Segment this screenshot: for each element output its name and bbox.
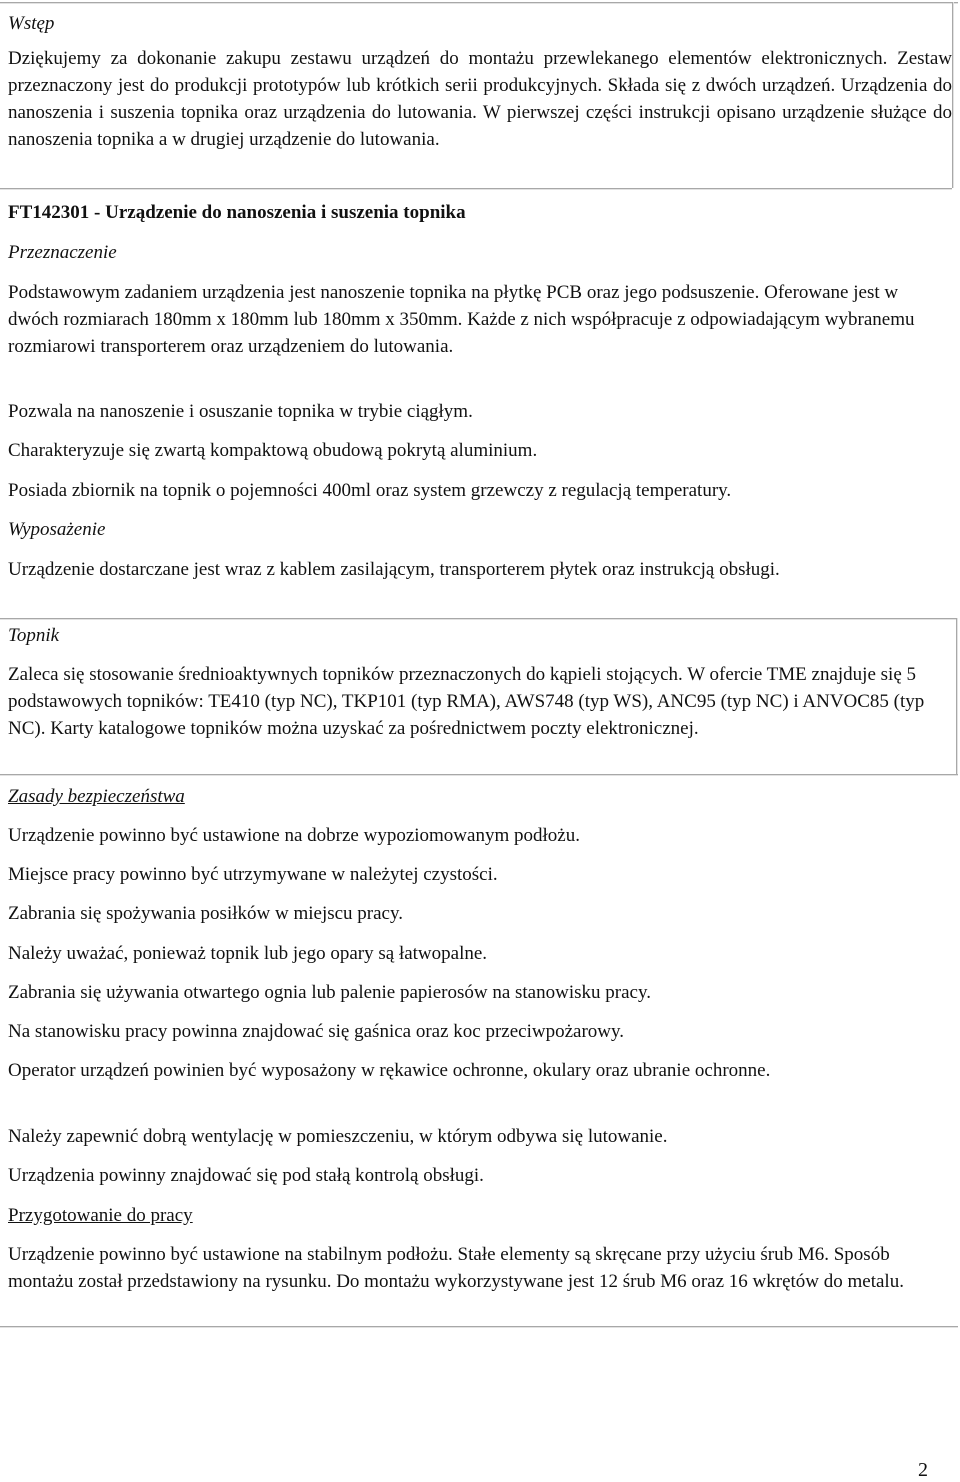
safety-heading: Zasady bezpieczeństwa (8, 786, 185, 807)
safety-item: Zabrania się używania otwartego ognia lub palenie papierosów na stanowisku pracy. (8, 982, 651, 1003)
intro-heading: Wstęp (8, 13, 55, 34)
safety-item: Operator urządzeń powinien być wyposażony w rękawice ochronne, okulary oraz ubranie ochronne. (8, 1060, 771, 1081)
intro-paragraph: Dziękujemy za dokonanie zakupu zestawu urządzeń do montażu przewlekanego elementów elektronicznych. Zestaw przeznaczony jest do produkcji prototypów lub krótkich serii produkcyjnych. Składa się z dwóch urządzeń. Urządzenia do nanoszenia i suszenia topnika oraz urządzenia do lutowania. W pierwszej części instrukcji opisano urządzenie służące do nanoszenia topnika a w drugiej urządzenie do lutowania. (8, 48, 952, 150)
flux-bottom-rule (0, 774, 958, 776)
equipment-heading: Wyposażenie (8, 519, 106, 540)
safety-item: Należy zapewnić dobrą wentylację w pomieszczeniu, w którym odbywa się lutowanie. (8, 1126, 668, 1147)
flux-top-rule (0, 618, 958, 620)
purpose-paragraph-4: Posiada zbiornik na topnik o pojemności 400ml oraz system grzewczy z regulacją temperatury. (8, 480, 732, 501)
preparation-heading: Przygotowanie do pracy (8, 1205, 193, 1226)
equipment-paragraph: Urządzenie dostarczane jest wraz z kablem zasilającym, transporterem płytek oraz instrukcją obsługi. (8, 559, 780, 580)
safety-item: Zabrania się spożywania posiłków w miejscu pracy. (8, 903, 404, 924)
safety-item: Na stanowisku pracy powinna znajdować się gaśnica oraz koc przeciwpożarowy. (8, 1021, 625, 1042)
preparation-paragraph: Urządzenie powinno być ustawione na stabilnym podłożu. Stałe elementy są skręcane przy użyciu śrub M6. Sposób montażu został przedstawiony na rysunku. Do montażu wykorzystywane jest 12 śrub M6 oraz 16 wkrętów do metalu. (8, 1244, 904, 1292)
intro-bottom-rule (0, 188, 952, 190)
safety-item: Urządzenia powinny znajdować się pod stałą kontrolą obsługi. (8, 1165, 484, 1186)
device-title: FT142301 - Urządzenie do nanoszenia i suszenia topnika (8, 202, 466, 223)
flux-frame-right (956, 618, 958, 774)
safety-item: Urządzenie powinno być ustawione na dobrze wypoziomowanym podłożu. (8, 825, 580, 846)
purpose-paragraph-3: Charakteryzuje się zwartą kompaktową obudową pokrytą aluminium. (8, 440, 538, 461)
flux-heading: Topnik (8, 625, 60, 646)
safety-item: Należy uważać, ponieważ topnik lub jego opary są łatwopalne. (8, 943, 488, 964)
top-rule (0, 2, 958, 4)
purpose-paragraph-2: Pozwala na nanoszenie i osuszanie topnika w trybie ciągłym. (8, 401, 473, 422)
purpose-heading: Przeznaczenie (8, 242, 117, 263)
flux-paragraph: Zaleca się stosowanie średnioaktywnych topników przeznaczonych do kąpieli stojących. W ofercie TME znajduje się 5 podstawowych topników: TE410 (typ NC), TKP101 (typ RMA), AWS748 (typ WS), ANC95 (typ NC) i ANVOC85 (typ NC). Karty katalogowe topników można uzyskać za pośrednictwem poczty elektronicznej. (8, 664, 925, 739)
purpose-paragraph-1: Podstawowym zadaniem urządzenia jest nanoszenie topnika na płytkę PCB oraz jego podsuszenie. Oferowane jest w dwóch rozmiarach 180mm x 180mm lub 180mm x 350mm. Każde z nich współpracuje z odpowiadającym wybranemu rozmiarowi transporterem oraz urządzeniem do lutowania. (8, 282, 915, 357)
intro-frame-right (952, 2, 954, 188)
page-number: 2 (918, 1459, 928, 1481)
bottom-rule (0, 1326, 958, 1328)
safety-item: Miejsce pracy powinno być utrzymywane w należytej czystości. (8, 864, 498, 885)
